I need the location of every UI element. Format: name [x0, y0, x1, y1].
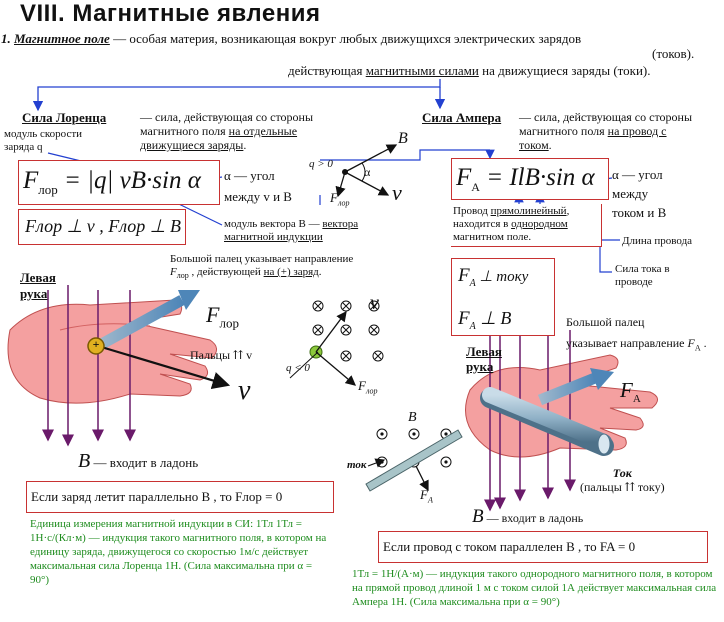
label-text: рука [20, 286, 48, 301]
definition-text: . [243, 138, 247, 152]
label-text: — входит в ладонь [90, 455, 199, 470]
lorentz-perp-formula: Fлор ⊥ v , Fлор ⊥ B [18, 209, 186, 245]
neg-F-label [358, 378, 378, 396]
formula-part: = IlB·sin α [479, 164, 595, 191]
ampere-title: Сила Ампера [422, 110, 502, 125]
current-label [615, 263, 670, 289]
left-hand-title-ampere [466, 344, 502, 374]
thumb-rule-lorentz [170, 253, 353, 282]
definition-underlined: движущиеся заряды [140, 138, 244, 152]
neg-v-label: v [370, 292, 379, 314]
label-text: Ток [612, 466, 632, 480]
label-text: Левая [20, 270, 56, 285]
label-text: между [612, 186, 649, 201]
definition-text: . [548, 138, 552, 152]
label-text: , [566, 205, 570, 217]
definition-text: магнитного поля [140, 124, 229, 138]
definition-text: на движущиеся заряды (токи). [478, 63, 651, 78]
formula-part: F [458, 307, 470, 329]
formula-subscript: A [471, 180, 480, 194]
B-into-palm-ampere [472, 506, 583, 528]
label-text: α — угол [612, 167, 663, 182]
formula-subscript: A [632, 393, 641, 406]
label-text: током и B [612, 205, 667, 220]
formula-subscript: A [469, 320, 476, 332]
ampere-perp-formula [451, 258, 555, 336]
diagram-alpha: α [364, 165, 371, 179]
label-text: Большой палец указывает направление [170, 253, 354, 265]
formula-part: = |q| vB·sin α [57, 167, 201, 194]
label-text: модуль вектора B — [224, 218, 323, 230]
formula-part: F [620, 378, 633, 402]
si-unit-lorentz: Единица измерения магнитной индукции в СИ: 1Тл 1Тл = 1Н·с/(Кл·м) — индукция такого магнитного поля, в котором на единицу заряда, движущегося со скоростью 1м/с действует максимальная сила Лоренца 1Н. (Сила максимальна при α = 90°) [30, 518, 327, 586]
fingers-label: Пальцы ⇈ v [190, 348, 253, 362]
label-text: рука [466, 359, 494, 374]
label-text: — входит в ладонь [483, 511, 584, 525]
formula-subscript: A [427, 495, 433, 505]
formula-part: B [78, 450, 91, 472]
neg-q-label: q < 0 [286, 362, 310, 374]
label-text: проводе [615, 276, 653, 288]
tok-label: ток [347, 459, 367, 471]
label-text: Сила тока в [615, 263, 670, 275]
diagram-B: B [398, 130, 408, 147]
wire-condition [451, 204, 602, 247]
label-underlined: однородном [511, 218, 568, 230]
label-text: (пальцы ⇈ току) [580, 480, 665, 494]
formula-part: F [330, 190, 338, 205]
formula-part: F [456, 164, 472, 191]
parallel-wire-note: Если провод с током параллелен B , то FA = 0 [378, 531, 708, 563]
small-B-label: B [408, 410, 417, 425]
label-text: между v и B [224, 189, 292, 204]
current-direction-label [580, 466, 665, 494]
formula-subscript: лор [365, 386, 378, 396]
wire-length-label: Длина провода [622, 235, 693, 247]
page-title: VIII. Магнитные явления [20, 0, 321, 27]
definition-continued: (токов). [652, 46, 695, 61]
formula-part: F [23, 167, 39, 194]
lorentz-title: Сила Лоренца [22, 110, 107, 125]
ampere-angle-note [612, 165, 666, 222]
label-text: . [700, 336, 707, 350]
formula-part: F [170, 266, 177, 278]
velocity-label: v [238, 375, 251, 406]
formula-subscript: A [694, 343, 701, 353]
formula-subscript: A [469, 277, 476, 289]
ampere-title-row [422, 110, 501, 125]
label-underlined: на (+) заряд [263, 266, 319, 278]
B-into-palm-lorentz [78, 450, 198, 473]
label-text: заряда q [4, 141, 43, 153]
label-text: находится в [453, 218, 512, 230]
label-underlined: вектора [322, 218, 359, 230]
lorentz-definition [140, 110, 370, 152]
formula-part: F [206, 302, 220, 327]
small-FA-label [420, 487, 433, 505]
diagram-q-label: q > 0 [309, 158, 333, 170]
formula-subscript: лор [219, 315, 239, 331]
label-text: модуль скорости [4, 128, 83, 140]
item-number: 1. [1, 31, 11, 46]
label-text: магнитном поле. [453, 231, 532, 243]
label-text: α — угол [224, 168, 275, 183]
si-unit-ampere: 1Тл = 1Н/(А·м) — индукция такого однородного магнитного поля, в котором на прямой провод длиной 1 м с током силой 1А действует максимальная сила Ампера 1Н. (Сила максимальна при α = 90°) [352, 568, 717, 608]
diagram-F [330, 190, 350, 208]
speed-label [4, 128, 82, 154]
formula-subscript: лор [337, 198, 350, 208]
formula-part: F [358, 378, 366, 393]
formula-part: ⊥ току [475, 269, 529, 285]
induction-label [224, 218, 358, 244]
label-text: Левая [466, 344, 502, 359]
lorentz-formula [18, 160, 220, 205]
ampere-definition [519, 110, 724, 152]
formula-part: ⊥ B [475, 307, 512, 328]
label-text: Большой палец [566, 315, 645, 329]
lorentz-title-row [22, 110, 106, 125]
definition-text: магнитного поля [519, 124, 608, 138]
formula-subscript: лор [176, 271, 189, 281]
formula-subscript: лор [38, 182, 58, 197]
lorentz-angle-note [224, 165, 292, 207]
label-text: . [318, 266, 322, 278]
definition-underlined: на провод с [607, 124, 667, 138]
label-text: Провод [453, 205, 491, 217]
ampere-formula [451, 158, 609, 200]
diagram-v: v [392, 180, 402, 205]
formula-part: F [420, 487, 428, 502]
parallel-charge-note: Если заряд летит параллельно B , то Fлор = 0 [26, 481, 334, 513]
left-hand-title [20, 270, 56, 302]
formula-part: B [472, 506, 484, 527]
definition-underlined: на отдельные [228, 124, 298, 138]
label-underlined: прямолинейный [490, 205, 567, 217]
definition-text: — сила, действующая со стороны [140, 110, 314, 124]
definition-text: — сила, действующая со стороны [519, 110, 693, 124]
definition-underlined: током [519, 138, 549, 152]
label-text: , действующей [188, 266, 264, 278]
definition-underlined: магнитными силами [365, 63, 479, 78]
formula-part: F [687, 336, 695, 350]
thumb-rule-ampere [566, 312, 707, 358]
term-magnetic-field: Магнитное поле [14, 31, 110, 46]
definition-text: — особая материя, возникающая вокруг любых движущихся электрических зарядов [113, 31, 582, 46]
charge-plus: + [92, 337, 100, 351]
label-underlined: магнитной индукции [224, 231, 323, 243]
formula-part: F [458, 265, 470, 286]
label-text: указывает направление [566, 336, 688, 350]
force-lorentz-label [206, 302, 239, 331]
force-ampere-label [620, 378, 641, 405]
definition-text: действующая [288, 63, 366, 78]
